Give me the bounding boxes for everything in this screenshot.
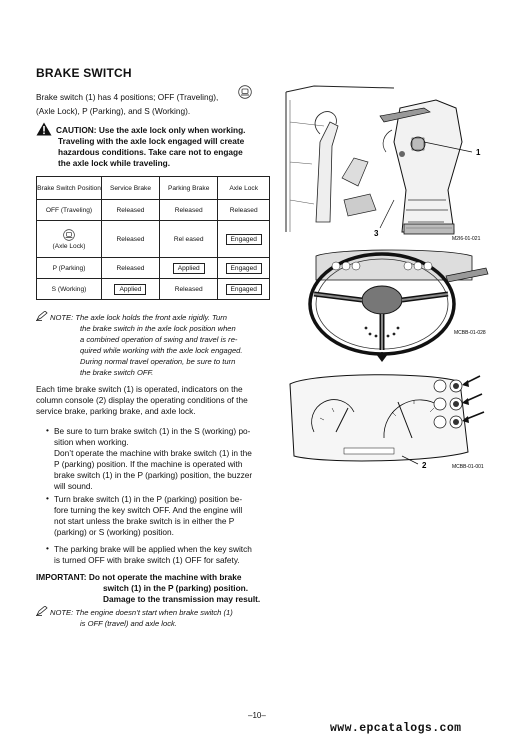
table-row bbox=[37, 221, 270, 258]
cell-axle-value: Engaged bbox=[226, 284, 262, 295]
caution-label: CAUTION: bbox=[56, 125, 97, 135]
important-line-1: Do not operate the machine with brake bbox=[88, 572, 242, 582]
cell-parking bbox=[159, 258, 217, 279]
pencil-icon bbox=[36, 311, 48, 321]
callout-2-label: 2 bbox=[422, 461, 427, 470]
bullet-line: is turned OFF with brake switch (1) OFF for safety. bbox=[54, 555, 240, 565]
paragraph-line-3: service brake, parking brake, and axle lock. bbox=[36, 406, 196, 416]
cell-position-label: (Axle Lock) bbox=[52, 242, 86, 250]
note-label: NOTE: bbox=[50, 608, 74, 617]
bullet-line: sition when working. bbox=[54, 437, 129, 447]
note-block bbox=[36, 311, 268, 378]
cell-service: Released bbox=[102, 258, 160, 279]
intro-line-1: Brake switch (1) has 4 positions; OFF (Traveling), bbox=[36, 92, 219, 102]
cell-position bbox=[37, 221, 102, 258]
intro-paragraph bbox=[36, 90, 254, 118]
caution-line-1: Use the axle lock only when working. bbox=[98, 125, 246, 135]
caution-line-4: the axle lock while traveling. bbox=[58, 158, 171, 168]
paragraph-line-1: Each time brake switch (1) is operated, indicators on the bbox=[36, 384, 243, 394]
callout-1-label: 1 bbox=[476, 148, 481, 157]
bullet-line: P (parking) position. If the machine is operated with bbox=[54, 459, 243, 469]
caution-block bbox=[36, 122, 272, 169]
cell-axle-value: Engaged bbox=[226, 263, 262, 274]
bullet-line: Don’t operate the machine with brake switch (1) in the bbox=[54, 448, 252, 458]
cell-service bbox=[102, 279, 160, 300]
pencil-icon bbox=[36, 606, 48, 616]
cell-axle bbox=[218, 221, 270, 258]
bullet-line: will sound. bbox=[54, 481, 93, 491]
axle-lock-icon bbox=[238, 85, 252, 99]
cell-service: Released bbox=[102, 200, 160, 221]
note-line-6: the brake switch OFF. bbox=[80, 368, 154, 377]
cell-axle: Released bbox=[218, 200, 270, 221]
important-line-3: Damage to the transmission may result. bbox=[103, 594, 261, 604]
section-title: BRAKE SWITCH bbox=[36, 66, 132, 80]
bullet-line: Turn brake switch (1) in the P (parking) position be- bbox=[54, 494, 243, 504]
note-line-1: The axle lock holds the front axle rigidly. Turn bbox=[75, 313, 228, 322]
bullet-line: (parking) or S (working) position. bbox=[54, 527, 174, 537]
header-axle-lock: Axle Lock bbox=[218, 177, 270, 200]
header-position: Brake Switch Position bbox=[37, 177, 102, 200]
bullet-line: brake switch (1) in the P (parking) position, the buzzer bbox=[54, 470, 253, 480]
steering-wheel-figure bbox=[296, 246, 494, 362]
cell-position: OFF (Traveling) bbox=[37, 200, 102, 221]
cell-position: P (Parking) bbox=[37, 258, 102, 279]
note-line-4: quired while working with the axle lock engaged. bbox=[80, 346, 243, 355]
important-line-2: switch (1) in the P (parking) position. bbox=[103, 583, 249, 593]
header-service-brake: Service Brake bbox=[102, 177, 160, 200]
cell-position: S (Working) bbox=[37, 279, 102, 300]
steering-column-figure bbox=[284, 82, 498, 244]
note-line-3: a combined operation of swing and travel is re- bbox=[80, 335, 238, 344]
cell-parking: Released bbox=[159, 200, 217, 221]
cell-parking: Released bbox=[159, 279, 217, 300]
important-label: IMPORTANT: bbox=[36, 572, 87, 582]
bullet-line: fore turning the key switch OFF. And the engine will bbox=[54, 505, 243, 515]
axle-lock-icon bbox=[63, 229, 75, 241]
table-row bbox=[37, 200, 270, 221]
bullet-line: Be sure to turn brake switch (1) in the S (working) po- bbox=[54, 426, 251, 436]
cell-axle bbox=[218, 279, 270, 300]
figure-code: MCBB-01-001 bbox=[452, 464, 484, 470]
cell-parking: Rel eased bbox=[159, 221, 217, 258]
note-block bbox=[36, 606, 272, 629]
note-line-1: The engine doesn’t start when brake switch (1) bbox=[75, 608, 233, 617]
note-line-2: the brake switch in the axle lock position when bbox=[80, 324, 236, 333]
header-parking-brake: Parking Brake bbox=[159, 177, 217, 200]
note-line-5: During normal travel operation, be sure to turn bbox=[80, 357, 236, 366]
table-header-row bbox=[37, 177, 270, 200]
figure-code: MCBB-01-028 bbox=[454, 330, 486, 336]
column-console-figure bbox=[284, 372, 498, 472]
cell-service: Released bbox=[102, 221, 160, 258]
bullet-line: The parking brake will be applied when the key switch bbox=[54, 544, 252, 554]
bullet-dot: • bbox=[46, 425, 49, 435]
bullet-dot: • bbox=[46, 543, 49, 553]
bullet-item bbox=[46, 426, 272, 492]
note-label: NOTE: bbox=[50, 313, 74, 322]
table-row bbox=[37, 279, 270, 300]
note-line-2: is OFF (travel) and axle lock. bbox=[80, 619, 177, 628]
figure-code: M2I6-01-021 bbox=[452, 236, 481, 242]
paragraph-line-2: column console (2) display the operating conditions of the bbox=[36, 395, 248, 405]
important-block bbox=[36, 572, 272, 605]
table-row bbox=[37, 258, 270, 279]
warning-triangle-icon bbox=[36, 122, 52, 136]
bullet-line: not start unless the brake switch is in either the P bbox=[54, 516, 235, 526]
bullet-item bbox=[46, 544, 272, 566]
cell-service-value: Applied bbox=[114, 284, 146, 295]
page-number: –10– bbox=[248, 711, 266, 720]
bullet-dot: • bbox=[46, 493, 49, 503]
footer-url: www.epcatalogs.com bbox=[330, 722, 462, 735]
caution-line-2: Traveling with the axle lock engaged will create bbox=[58, 136, 245, 146]
indicator-paragraph bbox=[36, 384, 270, 417]
cell-parking-value: Applied bbox=[173, 263, 205, 274]
cell-axle-value: Engaged bbox=[226, 234, 262, 245]
brake-switch-table bbox=[36, 176, 270, 300]
cell-axle bbox=[218, 258, 270, 279]
bullet-item bbox=[46, 494, 272, 538]
intro-line-2: (Axle Lock), P (Parking), and S (Working). bbox=[36, 106, 191, 116]
caution-line-3: hazardous conditions. Take care not to engage bbox=[58, 147, 243, 157]
callout-3-label: 3 bbox=[374, 229, 379, 238]
